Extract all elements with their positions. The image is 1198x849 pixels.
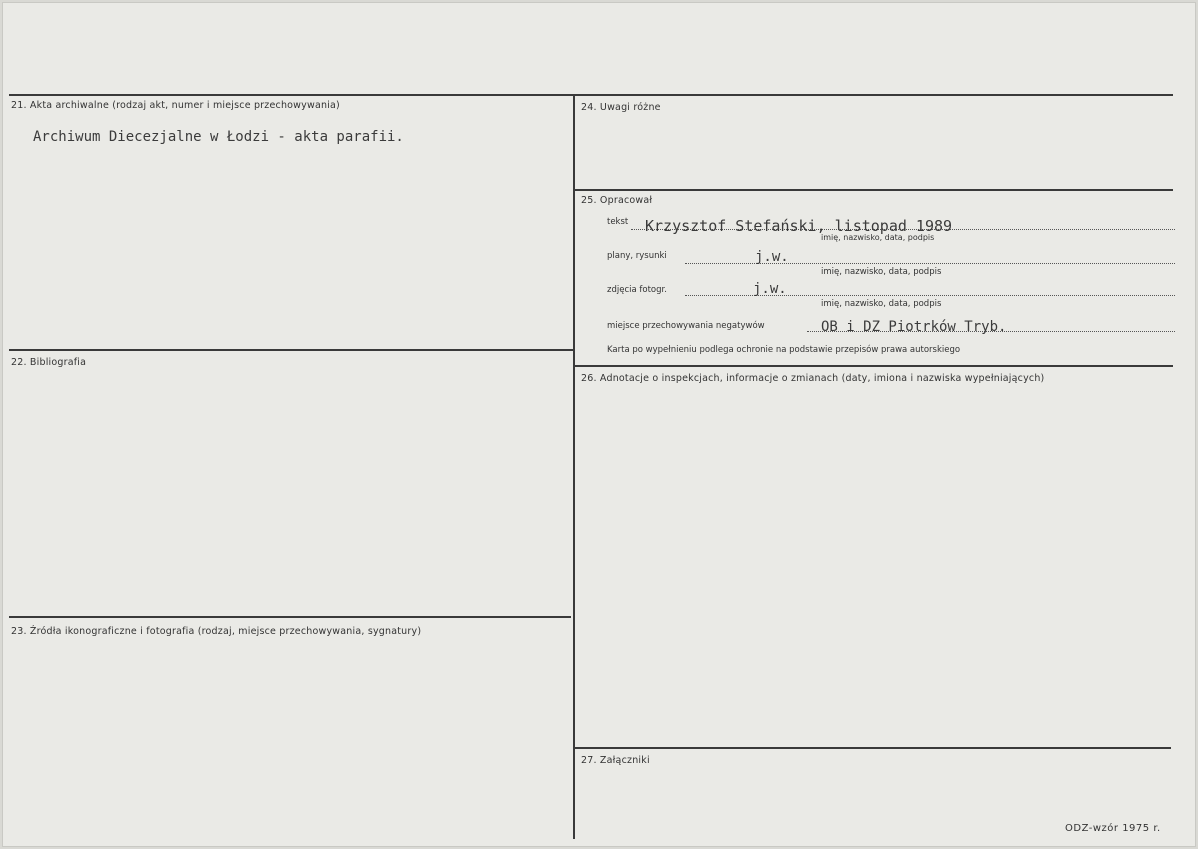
zdjecia-value: j.w. bbox=[753, 281, 787, 297]
copyright-note: Karta po wypełnieniu podlega ochronie na podstawie przepisów prawa autorskiego bbox=[607, 345, 961, 355]
zdjecia-label: zdjęcia fotogr. bbox=[607, 285, 667, 295]
section-24-label: 24. Uwagi różne bbox=[581, 102, 661, 113]
center-divider bbox=[573, 94, 575, 839]
section-21-value: Archiwum Diecezjalne w Łodzi - akta parafii. bbox=[33, 129, 404, 145]
tekst-value: Krzysztof Stefański, listopad 1989 bbox=[645, 217, 953, 235]
tekst-label: tekst bbox=[607, 217, 629, 227]
section-25-label: 25. Opracował bbox=[581, 195, 653, 206]
section-26-label: 26. Adnotacje o inspekcjach, informacje o zmianach (daty, imiona i nazwiska wypełniających) bbox=[581, 373, 1045, 384]
plany-hint: imię, nazwisko, data, podpis bbox=[821, 267, 942, 277]
record-card bbox=[2, 2, 1196, 847]
section-27-rule bbox=[575, 747, 1171, 749]
top-rule bbox=[9, 94, 1173, 96]
section-22-label: 22. Bibliografia bbox=[11, 357, 87, 368]
plany-value: j.w. bbox=[755, 249, 789, 265]
section-23-label: 23. Źródła ikonograficzne i fotografia (rodzaj, miejsce przechowywania, sygnatury) bbox=[11, 626, 422, 637]
section-25-rule bbox=[575, 189, 1173, 191]
form-id: ODZ-wzór 1975 r. bbox=[1065, 823, 1161, 834]
negatywy-label: miejsce przechowywania negatywów bbox=[607, 321, 765, 331]
section-23-rule bbox=[9, 616, 571, 618]
negatywy-value: OB i DZ Piotrków Tryb. bbox=[821, 319, 1007, 335]
section-21-label: 21. Akta archiwalne (rodzaj akt, numer i miejsce przechowywania) bbox=[11, 100, 340, 111]
section-22-rule bbox=[9, 349, 573, 351]
section-26-rule bbox=[575, 365, 1173, 367]
tekst-hint: imię, nazwisko, data, podpis bbox=[821, 233, 935, 242]
section-27-label: 27. Załączniki bbox=[581, 755, 650, 766]
zdjecia-hint: imię, nazwisko, data, podpis bbox=[821, 299, 942, 309]
plany-label: plany, rysunki bbox=[607, 251, 667, 261]
